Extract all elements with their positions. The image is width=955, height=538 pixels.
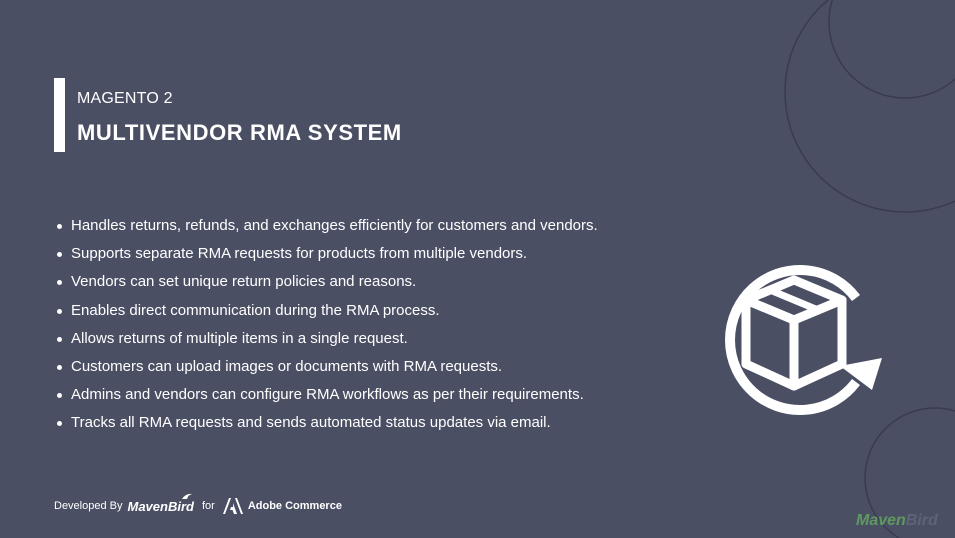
feature-item: Customers can upload images or documents with RMA requests. bbox=[56, 354, 598, 382]
brand-watermark bbox=[856, 512, 938, 530]
feature-item: Handles returns, refunds, and exchanges efficiently for customers and vendors. bbox=[56, 213, 598, 241]
title-accent-bar bbox=[54, 78, 65, 152]
feature-item: Supports separate RMA requests for products from multiple vendors. bbox=[56, 241, 598, 269]
feature-list bbox=[56, 213, 598, 439]
eyebrow-label: MAGENTO 2 bbox=[77, 90, 173, 107]
feature-item: Allows returns of multiple items in a single request. bbox=[56, 326, 598, 354]
bird-icon bbox=[182, 493, 192, 500]
box-return-icon bbox=[706, 258, 888, 420]
feature-item: Admins and vendors can configure RMA workflows as per their requirements. bbox=[56, 382, 598, 410]
for-label: for bbox=[201, 500, 215, 512]
footer bbox=[54, 494, 342, 518]
feature-item: Tracks all RMA requests and sends automated status updates via email. bbox=[56, 410, 598, 438]
watermark-tail: Bird bbox=[905, 512, 938, 529]
feature-item: Vendors can set unique return policies and reasons. bbox=[56, 269, 598, 297]
feature-item: Enables direct communication during the RMA process. bbox=[56, 298, 598, 326]
watermark-head: Maven bbox=[856, 512, 906, 529]
developed-by-label: Developed By bbox=[54, 500, 123, 512]
adobe-logo-icon bbox=[223, 498, 243, 514]
decorative-circle-outer bbox=[785, 0, 955, 212]
brand-name: MavenBird bbox=[127, 498, 194, 514]
brand-logo bbox=[128, 499, 194, 514]
partner-name: Adobe Commerce bbox=[247, 500, 342, 512]
decorative-circle-inner bbox=[829, 0, 955, 98]
page-title: MULTIVENDOR RMA SYSTEM bbox=[77, 120, 402, 145]
